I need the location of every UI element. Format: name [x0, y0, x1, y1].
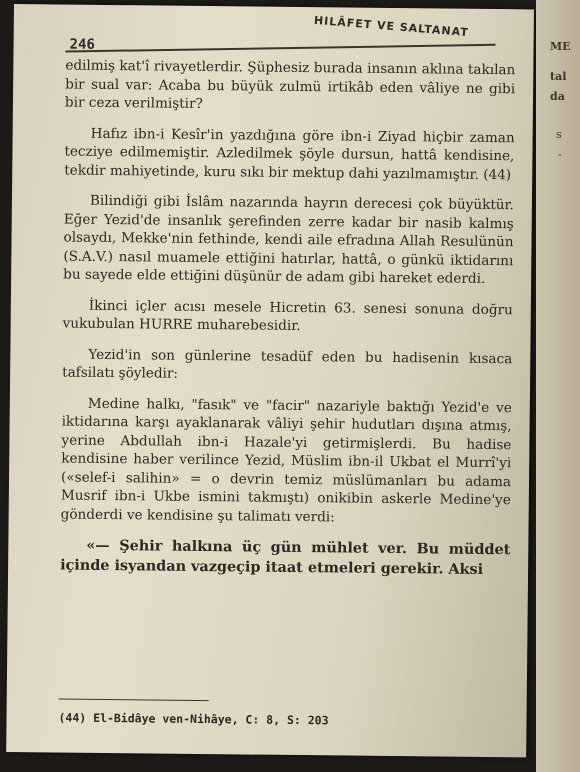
- paragraph-5: Yezid'in son günlerine tesadüf eden bu hadisenin kısaca tafsilatı şöyledir:: [62, 346, 513, 382]
- footnote: (44) El-Bidâye ven-Nihâye, C: 8, S: 203: [58, 710, 329, 728]
- book-title: HILÂFET VE SALTANAT: [313, 13, 470, 40]
- next-page-fragment: ME: [550, 40, 571, 53]
- paragraph-3: Bilindiği gibi İslâm nazarında hayrın derecesi çok büyüktür. Eğer Yezid'de insanlık şerefinden zerre kadar bir nasib kalmış olsaydı, Mekke'nin fethinde, kendi aile efradına Allah Resulünün (S.A.V.) nasıl muamele ettiğini hatırlar, hattâ, o günkü iktidarını bu sayede elde ettiğini düşünür de adam gibi hareket ederdi.: [63, 192, 515, 287]
- footnote-rule: [59, 699, 209, 702]
- next-page-edge: [536, 0, 580, 772]
- paragraph-4: İkinci içler acısı mesele Hicretin 63. senesi sonuna doğru vukubulan HURRE muharebesidir.: [62, 297, 513, 335]
- header-rule: [65, 44, 495, 53]
- running-head: [14, 10, 534, 53]
- paragraph-2: Hafız ibn-i Kesîr'in yazdığına göre ibn-i Ziyad hiçbir zaman tecziye edilmemiştir. Azledilmek şöyle dursun, hattâ kendisine, tekdir mahiyetinde, kuru sıkı bir mektup dahi yazılmamıştır. (44): [64, 125, 515, 183]
- next-page-fragment: s: [556, 128, 562, 141]
- next-page-fragment: -: [558, 148, 562, 161]
- page-body: [60, 57, 516, 593]
- paragraph-1: edilmiş kat'î rivayetlerdir. Şüphesiz burada insanın aklına takılan bir sual var: Acaba bu büyük zulmü irtikâb eden vâliye ne gibi bir ceza verilmiştir?: [64, 57, 516, 112]
- quote-paragraph: «— Şehir halkına üç gün mühlet ver. Bu müddet içinde isyandan vazgeçip itaat etmeleri gerekir. Aksi: [60, 536, 511, 578]
- next-page-fragment: da: [550, 90, 565, 103]
- next-page-fragment: tal: [550, 70, 567, 83]
- paragraph-6: Medine halkı, "fasık" ve "facir" nazariyle baktığı Yezid'e ve iktidarına karşı ayaklanarak vâliyi şehir hudutları dışına atmış, yerine Abdullah ibn-i Hazale'yi getirmişlerdi. Bu hadise kendisine haber verilince Yezid, Müslim ibn-il Ukbat el Murrî'yi («selef-i salihin» = o devrin temiz müslümanları bu adama Musrif ibn-i Ukbe ismini takmıştı) onikibin askerle Medine'ye gönderdi ve kendisine şu talimatı verdi:: [60, 395, 512, 525]
- page-number: 246: [69, 36, 95, 53]
- book-page: [6, 4, 534, 757]
